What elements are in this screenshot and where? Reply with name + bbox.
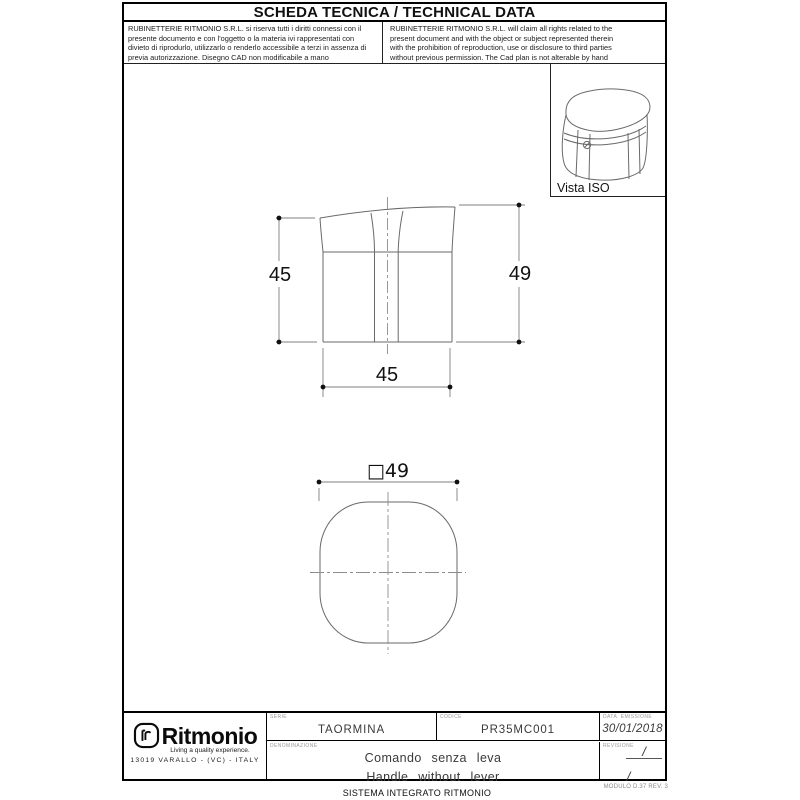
ritmonio-logo-icon: [133, 722, 160, 749]
codice-value: PR35MC001: [481, 724, 555, 736]
denominazione-label: DENOMINAZIONE: [270, 743, 318, 749]
serie-value: TAORMINA: [317, 724, 386, 736]
dimension-width-bottom: 45: [375, 364, 399, 386]
revisione-value-2: /: [626, 769, 631, 784]
brand-name: Ritmonio: [161, 722, 258, 749]
denominazione-english: Handle without lever: [366, 770, 500, 784]
top-dimension-lines: [319, 482, 457, 501]
data-emissione-label: DATA EMISSIONE: [603, 714, 653, 720]
iso-view-label: Vista ISO: [557, 181, 610, 195]
serie-cell: [267, 713, 437, 741]
drawing-frame: [122, 2, 667, 784]
revisione-label: REVISIONE: [603, 743, 634, 749]
codice-cell: [437, 713, 600, 741]
top-view-centerlines: [310, 492, 466, 654]
revisione-value-1: /: [626, 744, 662, 759]
top-view-squircle: [320, 502, 457, 643]
serie-label: SERIE: [270, 714, 288, 720]
front-dimension-dots: [277, 203, 522, 390]
codice-label: CODICE: [440, 714, 462, 720]
page-title: SCHEDA TECNICA / TECHNICAL DATA: [124, 4, 665, 22]
revisione-cell: [600, 742, 665, 784]
footer-sistema-text: SISTEMA INTEGRATO RITMONIO: [342, 788, 492, 798]
footer-modulo-text: MODULO D.37 REV. 3: [603, 784, 668, 790]
denominazione-cell: [267, 742, 600, 784]
brand-address: 13019 VARALLO - (VC) - ITALY: [130, 757, 260, 764]
top-dimension-dots: [317, 480, 460, 485]
iso-view-drawing: [551, 64, 666, 196]
dimension-height-right: 49: [508, 263, 532, 285]
title-block: [124, 711, 665, 784]
data-emissione-value: 30/01/2018: [602, 723, 663, 735]
denominazione-italian: Comando senza leva: [364, 751, 502, 765]
dimension-height-left: 45: [268, 264, 292, 286]
brand-tagline: Living a quality experience.: [170, 747, 250, 754]
data-emissione-cell: [600, 713, 665, 741]
dimension-square-top: □49: [366, 460, 410, 482]
iso-view-box: [550, 64, 665, 197]
disclaimer-strip: [124, 22, 665, 64]
disclaimer-italian: RUBINETTERIE RITMONIO S.R.L. si riserva tutti i diritti connessi con il presente documento e con l'oggetto o la materia ivi rappresentati con divieto di riprodurlo, utilizzarlo o renderlo accessibile a terzi in assenza di previa autorizzazione. Disegno CAD non modificabile a mano: [124, 22, 383, 63]
disclaimer-english: RUBINETTERIE RITMONIO S.R.L. will claim all rights related to the present document and with the object or subject represented therein with the prohibition of reproduction, use or disclosure to third parties without previous permission. The Cad plan is not alterable by hand: [390, 24, 614, 63]
front-dimension-lines: [276, 205, 525, 397]
logo-cell: [124, 713, 267, 779]
front-view: [320, 207, 455, 342]
